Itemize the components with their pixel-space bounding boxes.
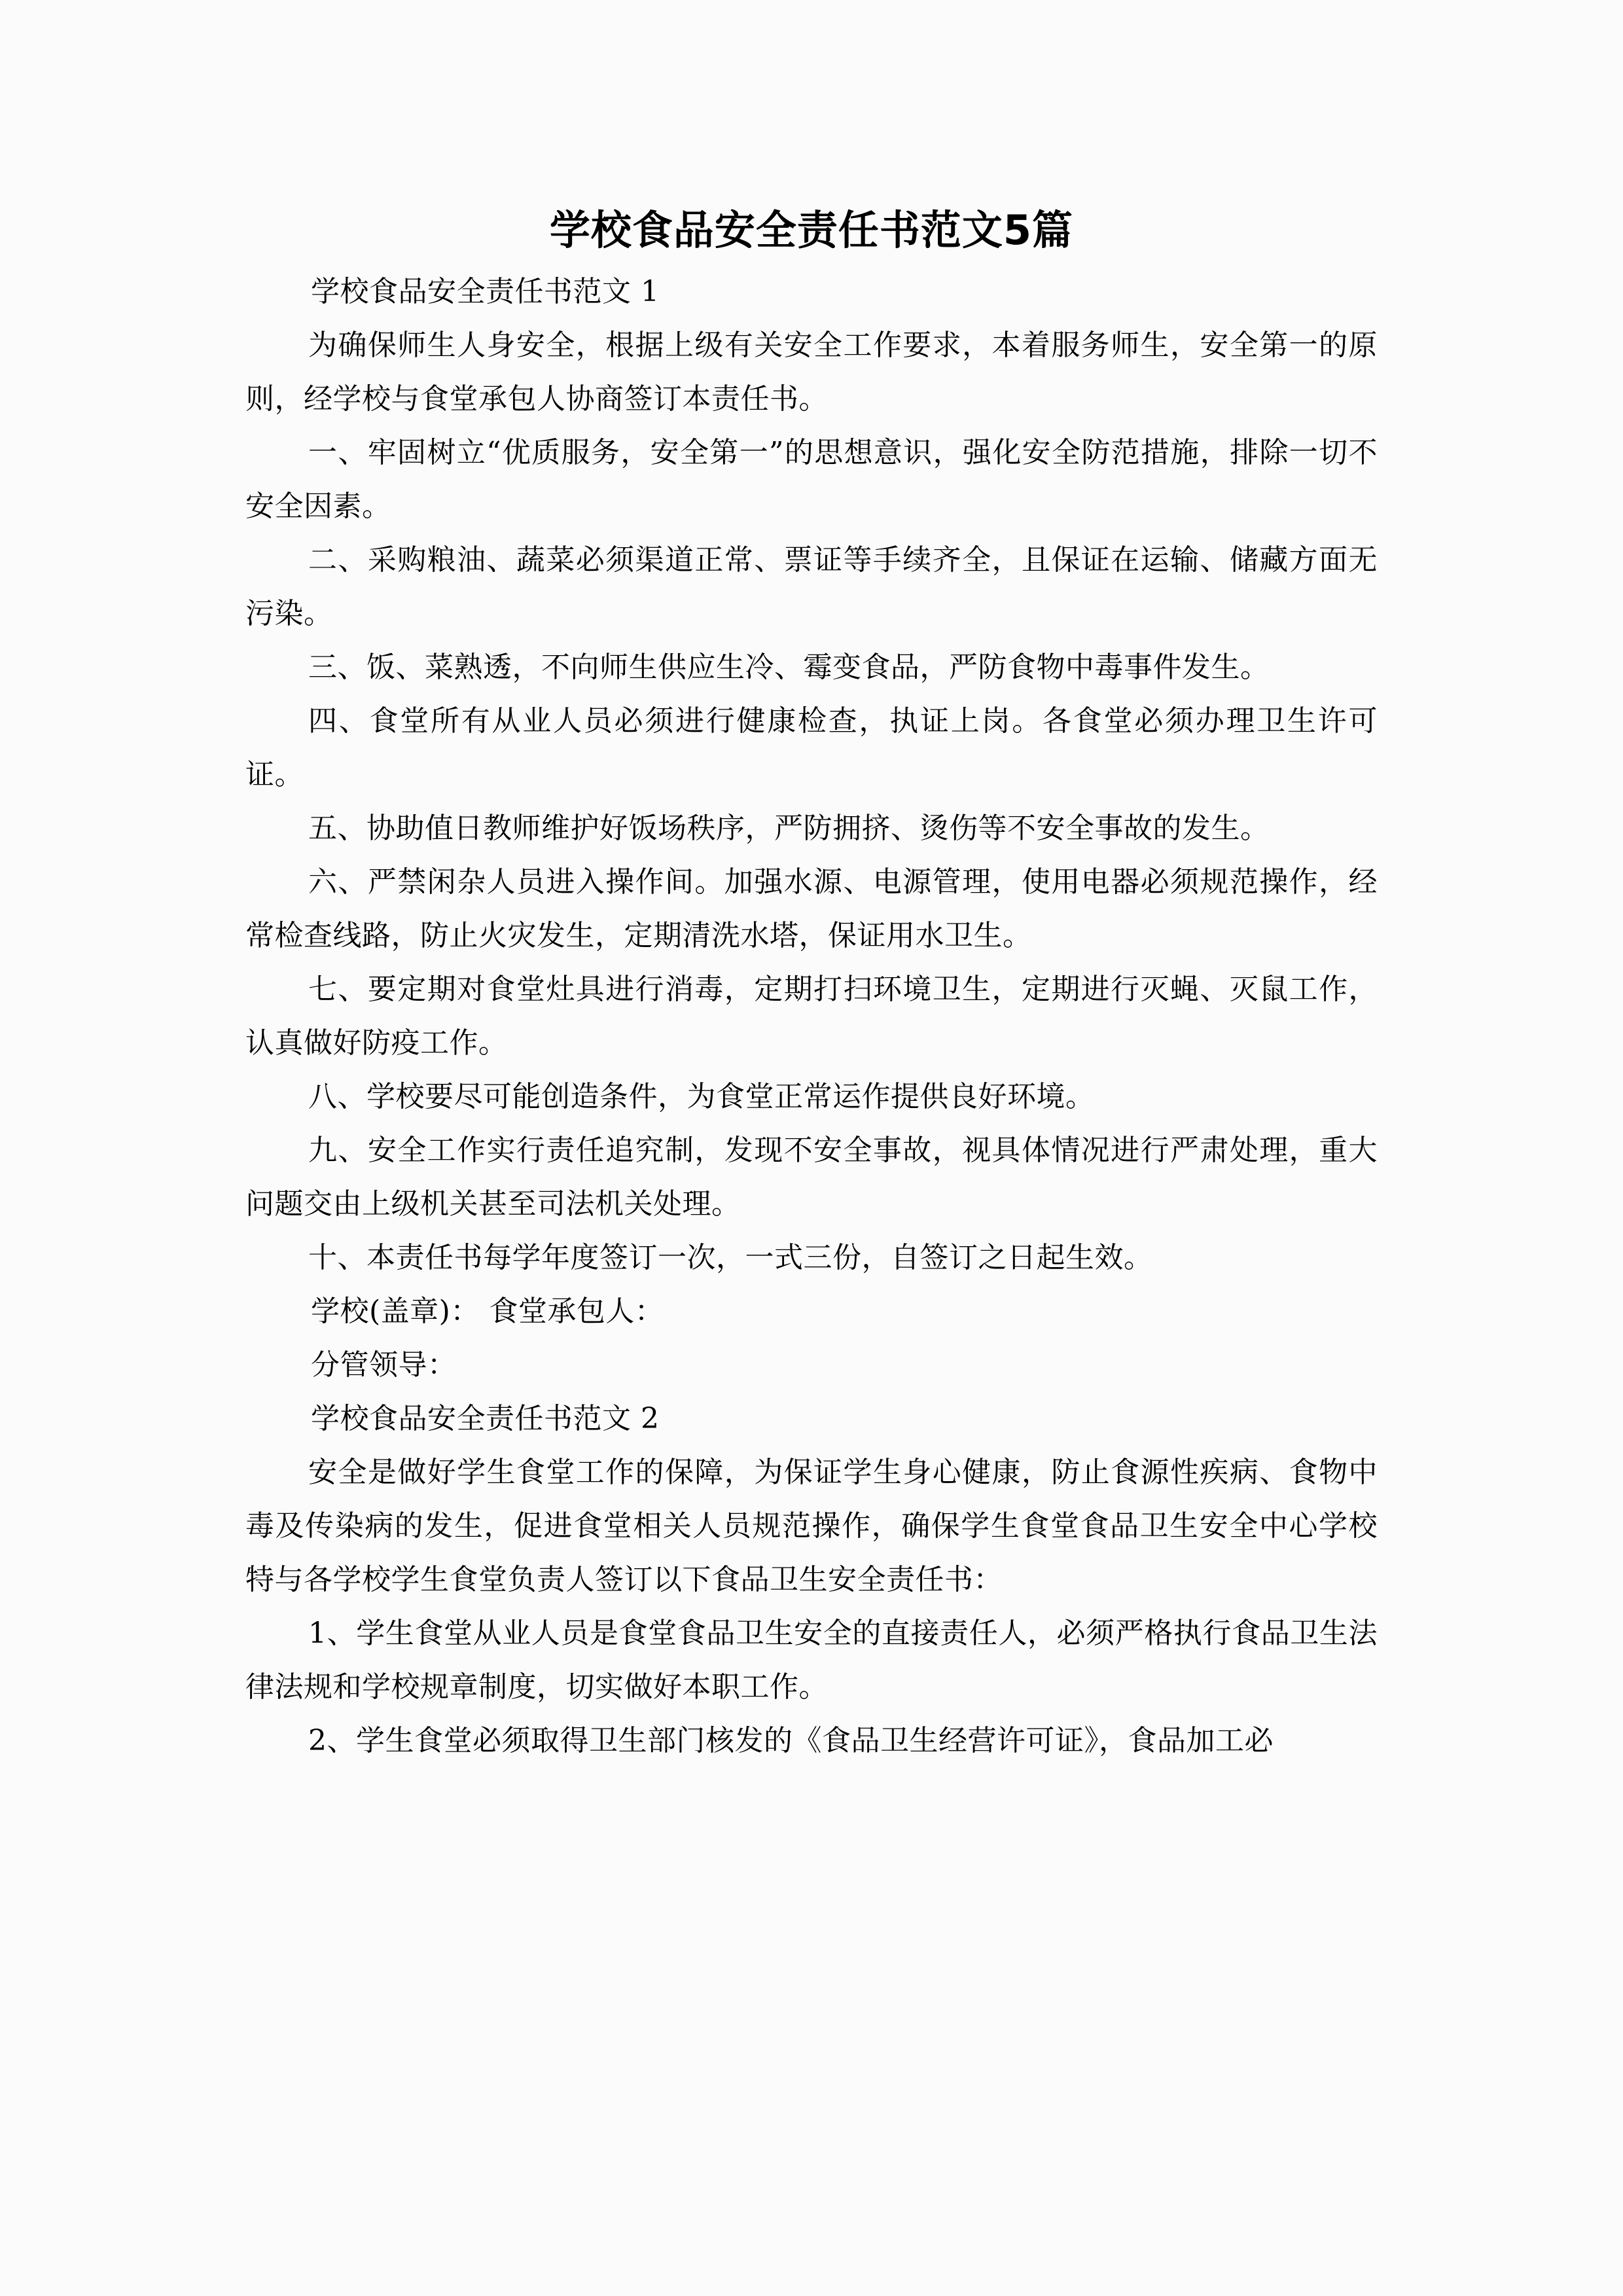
paragraph-item-4: 四、食堂所有从业人员必须进行健康检查，执证上岗。各食堂必须办理卫生许可证。: [245, 704, 1378, 791]
paragraph-item-9: 九、安全工作实行责任追究制，发现不安全事故，视具体情况进行严肃处理，重大问题交由上级机关甚至司法机关处理。: [245, 1134, 1378, 1221]
page-title: 学校食品安全责任书范文5篇: [549, 206, 1074, 254]
paragraph-item-2: 二、采购粮油、蔬菜必须渠道正常、票证等手续齐全，且保证在运输、储藏方面无污染。: [245, 543, 1378, 630]
paragraph-item-6: 六、严禁闲杂人员进入操作间。加强水源、电源管理，使用电器必须规范操作，经常检查线路，防止火灾发生，定期清洗水塔，保证用水卫生。: [245, 865, 1378, 952]
document-body: [245, 265, 1378, 1768]
paragraph-item-7: 七、要定期对食堂灶具进行消毒，定期打扫环境卫生，定期进行灭蝇、灭鼠工作，认真做好防疫工作。: [245, 973, 1378, 1060]
paragraph-numbered-1: 1、学生食堂从业人员是食堂食品卫生安全的直接责任人，必须严格执行食品卫生法律法规和学校规章制度，切实做好本职工作。: [245, 1617, 1378, 1704]
paragraph-item-10: 十、本责任书每学年度签订一次，一式三份，自签订之日起生效。: [308, 1241, 1153, 1274]
paragraph-intro-2: 安全是做好学生食堂工作的保障，为保证学生身心健康，防止食源性疾病、食物中毒及传染病的发生，促进食堂相关人员规范操作，确保学生食堂食品卫生安全中心学校特与各学校学生食堂负责人签订以下食品卫生安全责任书：: [245, 1456, 1378, 1596]
paragraph-item-1: 一、牢固树立“优质服务，安全第一”的思想意识，强化安全防范措施，排除一切不安全因素。: [245, 436, 1378, 523]
paragraph-item-3: 三、饭、菜熟透，不向师生供应生冷、霉变食品，严防食物中毒事件发生。: [308, 651, 1270, 684]
paragraph-numbered-2: 2、学生食堂必须取得卫生部门核发的《食品卫生经营许可证》，食品加工必: [308, 1724, 1274, 1757]
section-heading-2: 学校食品安全责任书范文 2: [311, 1402, 660, 1435]
section-heading-1: 学校食品安全责任书范文 1: [311, 275, 660, 308]
paragraph-item-5: 五、协助值日教师维护好饭场秩序，严防拥挤、烫伤等不安全事故的发生。: [308, 812, 1270, 845]
paragraph-item-8: 八、学校要尽可能创造条件，为食堂正常运作提供良好环境。: [308, 1080, 1095, 1113]
signature-line-school: 学校(盖章)： 食堂承包人：: [311, 1295, 664, 1328]
paragraph-intro-1: 为确保师生人身安全，根据上级有关安全工作要求，本着服务师生，安全第一的原则，经学校与食堂承包人协商签订本责任书。: [245, 329, 1378, 416]
signature-line-supervisor: 分管领导：: [311, 1348, 457, 1382]
